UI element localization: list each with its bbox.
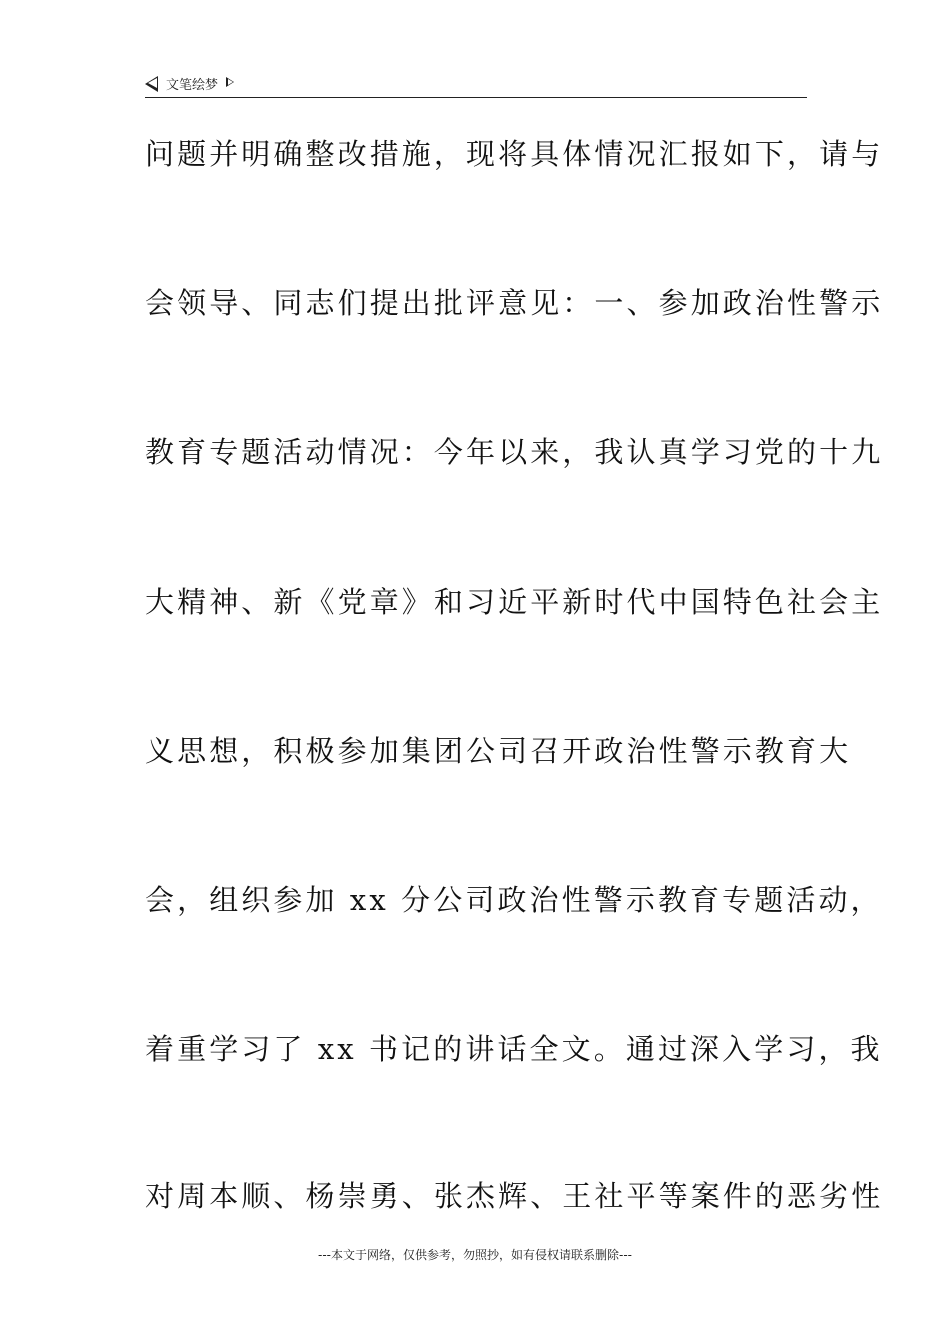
body-line-6: 会，组织参加 xx 分公司政治性警示教育专题活动， [145,883,883,917]
header-brand [145,74,234,93]
triangle-right-outline-icon [226,77,234,87]
body-line-2: 会领导、同志们提出批评意见：一、参加政治性警示 [145,286,884,320]
footer-notice: ---本文于网络，仅供参考，勿照抄，如有侵权请联系删除--- [318,1248,632,1262]
brand-text: 文笔绘梦 [166,78,219,93]
body-line-3: 教育专题活动情况：今年以来，我认真学习党的十九 [145,435,884,469]
page-header [145,72,807,98]
triangle-left-outline-icon [145,76,158,92]
body-line-7: 着重学习了 xx 书记的讲话全文。通过深入学习，我 [145,1032,883,1066]
body-line-8: 对周本顺、杨崇勇、张杰辉、王社平等案件的恶劣性 [145,1179,884,1213]
header-divider [145,97,807,98]
body-line-1: 问题并明确整改措施，现将具体情况汇报如下，请与 [145,137,884,171]
body-line-5: 义思想，积极参加集团公司召开政治性警示教育大 [145,734,852,768]
body-line-4: 大精神、新《党章》和习近平新时代中国特色社会主 [145,585,884,619]
